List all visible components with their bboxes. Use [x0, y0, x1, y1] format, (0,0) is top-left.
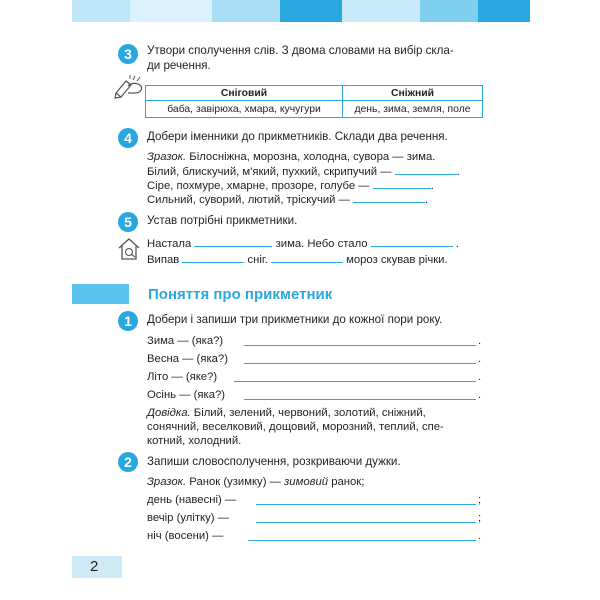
- answer-line[interactable]: [248, 540, 476, 541]
- task-5-number: 5: [118, 212, 138, 232]
- line-text: сніг.: [247, 254, 268, 266]
- task-4-line: [147, 164, 460, 179]
- example-text: Білосніжна, морозна, холодна, сувора — зима.: [186, 151, 436, 163]
- table-header: Сніжний: [343, 86, 483, 101]
- line-text: Сильний, суворий, лютий, тріскучий —: [147, 194, 350, 206]
- hint-text: Білий, зелений, червоний, золотий, сніжний,: [190, 407, 426, 419]
- hint-line: [147, 406, 426, 420]
- line-end: .: [478, 353, 482, 365]
- line-end: .: [478, 371, 482, 383]
- answer-line[interactable]: [256, 522, 476, 523]
- band-segment: [280, 0, 342, 22]
- band-segment: [420, 0, 478, 22]
- task-1-text: Добери і запиши три прикметники до кожної пори року.: [147, 313, 443, 326]
- phrase-label: день (навесні) —: [147, 494, 237, 506]
- line-end: .: [478, 389, 482, 401]
- page-number: 2: [90, 558, 99, 575]
- answer-line[interactable]: [244, 399, 476, 400]
- example-text: Ранок (узимку) —: [186, 476, 285, 488]
- line-text: Настала: [147, 238, 192, 250]
- answer-line[interactable]: [234, 381, 476, 382]
- season-label: Весна — (яка?): [147, 353, 228, 365]
- hint-label: Довідка.: [147, 407, 191, 419]
- line-text: Випав: [147, 254, 180, 266]
- task-4-text: Добери іменники до прикметників. Склади два речення.: [147, 130, 448, 143]
- line-end: .: [430, 180, 434, 192]
- line-end: .: [456, 166, 460, 178]
- line-end: .: [425, 194, 429, 206]
- task-5-line2: [147, 252, 448, 267]
- table-cell: баба, завірюха, хмара, кучугури: [146, 101, 343, 118]
- task-2-example: [147, 475, 364, 489]
- season-label: Зима — (яка?): [147, 335, 224, 347]
- line-text: зима. Небо стало: [275, 238, 368, 250]
- answer-blank[interactable]: [371, 236, 453, 247]
- table-header: Сніговий: [146, 86, 343, 101]
- example-label: Зразок.: [147, 476, 187, 488]
- task-3-number: 3: [118, 44, 138, 64]
- answer-line[interactable]: [256, 504, 476, 505]
- word-combination-table: [145, 85, 483, 118]
- hint-line: котний, холодний.: [147, 435, 242, 447]
- answer-line[interactable]: [244, 363, 476, 364]
- answer-line[interactable]: [244, 345, 476, 346]
- phrase-label: вечір (улітку) —: [147, 512, 229, 524]
- band-segment: [342, 0, 420, 22]
- task-1-number: 1: [118, 311, 138, 331]
- example-italic: зимовий: [284, 476, 329, 488]
- example-text: ранок;: [328, 476, 365, 488]
- task-5-line1: [147, 236, 459, 251]
- line-text: Сіре, похмуре, хмарне, прозоре, голубе —: [147, 180, 370, 192]
- task-3-text-line2: ди речення.: [147, 59, 211, 72]
- line-end: .: [478, 335, 482, 347]
- band-segment: [72, 0, 130, 22]
- task-4-example: [147, 150, 435, 164]
- answer-blank[interactable]: [194, 236, 272, 247]
- task-4-line: [147, 192, 428, 207]
- task-5-text: Устав потрібні прикметники.: [147, 214, 298, 227]
- line-text: мороз скував річки.: [346, 254, 448, 266]
- line-end: .: [455, 238, 460, 250]
- season-label: Осінь — (яка?): [147, 389, 226, 401]
- task-3-text-line1: Утвори сполучення слів. З двома словами на вибір скла-: [147, 44, 454, 57]
- pencil-hand-icon: [113, 74, 147, 100]
- band-segment: [130, 0, 212, 22]
- task-2-number: 2: [118, 452, 138, 472]
- line-text: Білий, блискучий, м'який, пухкий, скрипучий —: [147, 166, 392, 178]
- line-end: .: [478, 530, 482, 542]
- band-segment: [478, 0, 530, 22]
- phrase-label: ніч (восени) —: [147, 530, 224, 542]
- line-end: ;: [478, 512, 482, 524]
- answer-blank[interactable]: [353, 192, 425, 203]
- task-4-line: [147, 178, 434, 193]
- section-title: Поняття про прикметник: [148, 286, 333, 303]
- table-cell: день, зима, земля, поле: [343, 101, 483, 118]
- header-color-band: [72, 0, 530, 22]
- answer-blank[interactable]: [271, 252, 343, 263]
- answer-blank[interactable]: [182, 252, 244, 263]
- section-bar: [72, 284, 129, 304]
- hint-line: сонячний, веселковий, дощовий, морозний, теплий, спе-: [147, 421, 444, 433]
- house-icon: [116, 236, 142, 262]
- band-segment: [212, 0, 280, 22]
- answer-blank[interactable]: [395, 164, 457, 175]
- answer-blank[interactable]: [373, 178, 431, 189]
- example-label: Зразок.: [147, 151, 187, 163]
- season-label: Літо — (яке?): [147, 371, 218, 383]
- task-2-text: Запиши словосполучення, розкриваючи дужки.: [147, 455, 401, 468]
- task-4-number: 4: [118, 128, 138, 148]
- line-end: ;: [478, 494, 482, 506]
